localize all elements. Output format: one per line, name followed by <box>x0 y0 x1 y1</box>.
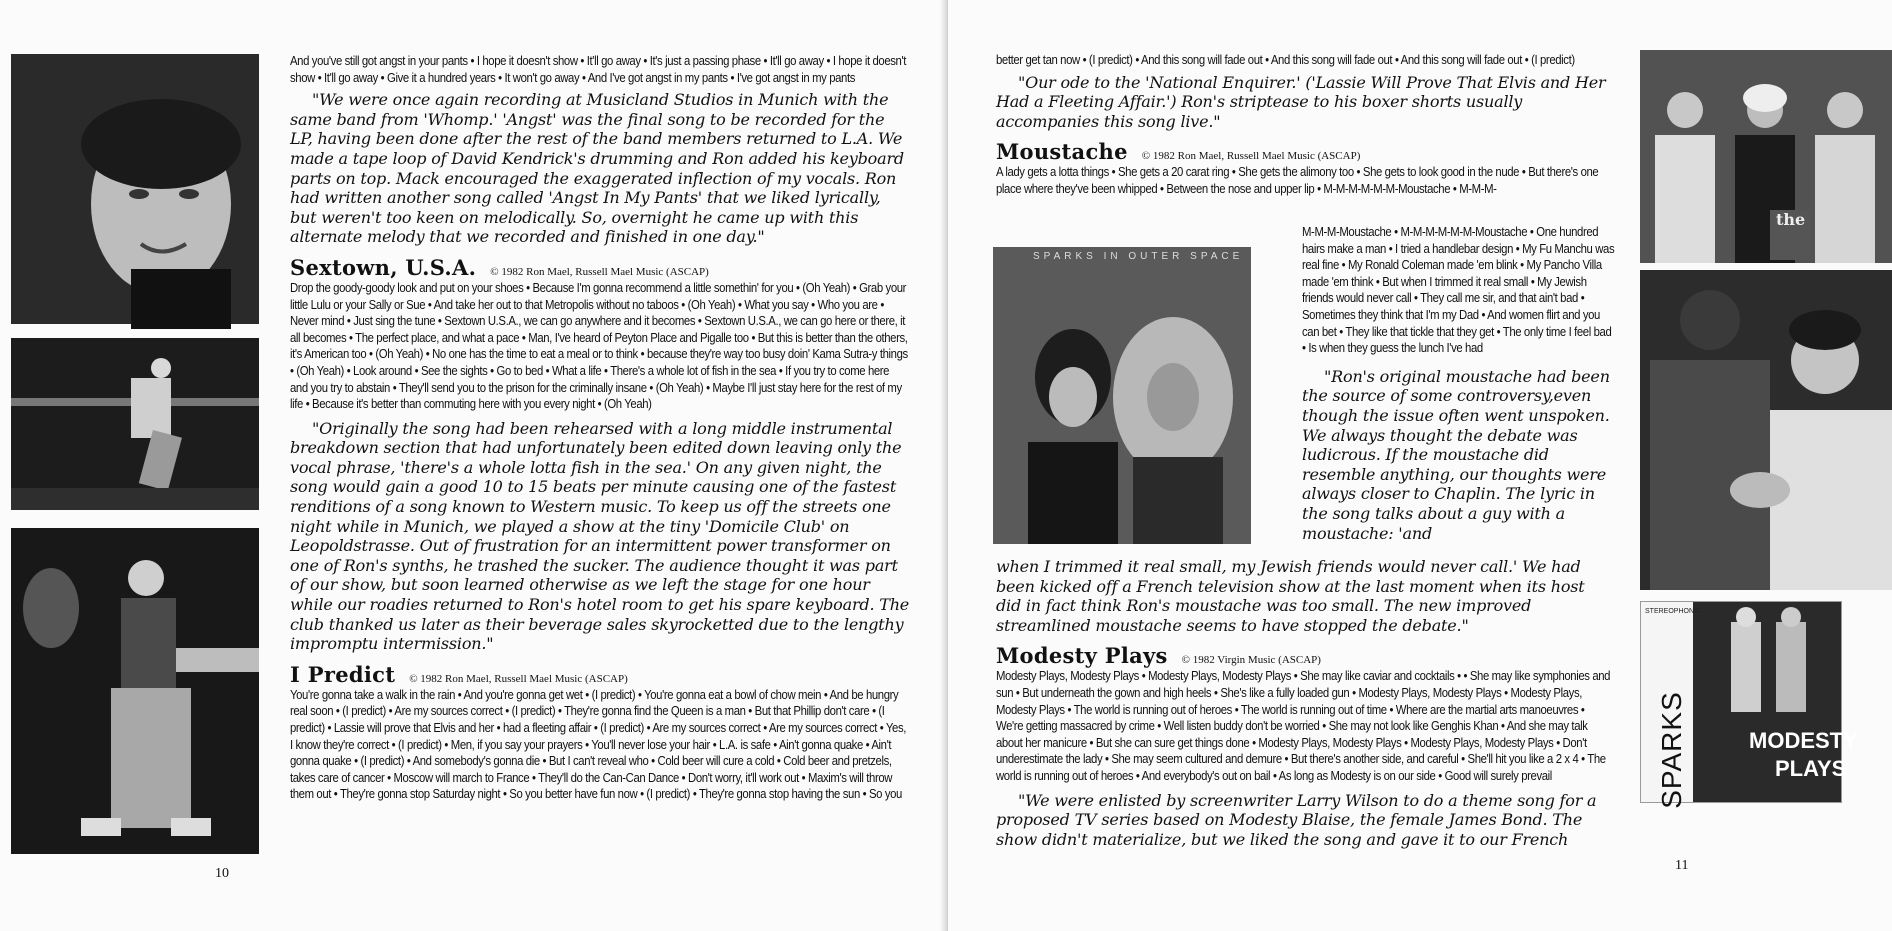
page-number-right: 11 <box>1675 858 1689 873</box>
moustache-heading <box>996 139 1614 164</box>
photo-russell-portrait <box>11 54 259 324</box>
modesty-title: Modesty Plays <box>996 643 1168 669</box>
left-text-column <box>290 53 910 803</box>
ipredict-title: I Predict <box>290 661 396 687</box>
moustache-title: Moustache <box>996 139 1128 165</box>
sextown-commentary: "Originally the song had been rehearsed with a long middle instrumental breakdown section that had unfortunately been edited down leaving only the vocal phrase, 'there's a whole lotta fish in the sea.' On any given night, the song would gain a good 10 to 15 beats per minute causing one of the fastest renditions of a song known to Western music. To keep us off the streets one night while in Munich, we played a show at the tiny 'Domicile Club' on Leopoldstrasse. Out of frustration for an intermittent power transformer on one of Ron's synths, he trashed the sucker. The audience thought it was part of our show, but soon learned otherwise as we left the stage for one hour while our roadies returned to Ron's hotel room to get his spare keyboard. The club thanked us later as their beverage sales skyrocketted due to the lengthy impromptu intermission." <box>290 418 910 654</box>
modesty-heading <box>996 643 1614 668</box>
moustache-commentary-full: when I trimmed it real small, my Jewish friends would never call.' We had been kicked off a French television show at the last moment when its host did in fact think Ron's moustache was too small. The new improved streamlined moustache seems to have stopped the debate." <box>996 557 1585 635</box>
moustache-side-column <box>1302 224 1618 543</box>
sleeve-caption: SPARKS IN OUTER SPACE <box>1033 251 1244 262</box>
photo-group-with-artist <box>1640 50 1892 263</box>
moustache-commentary-side: "Ron's original moustache had been the source of some controversy,even though the issue often went unspoken. We always thought the debate was ludicrous. If the moustache did resemble anything, our thoughts were always closer to Chaplin. The lyric in the song talks about a guy with a moustache: 'and <box>1302 366 1610 543</box>
sextown-copyright: © 1982 Ron Mael, Russell Mael Music (ASCAP) <box>490 265 709 278</box>
record-brand: SPARKS <box>1655 691 1687 809</box>
ipredict-commentary: "Our ode to the 'National Enquirer.' ('Lassie Will Prove That Elvis and Her Had a Fleeting Affair.') Ron's striptease to his boxer shorts usually accompanies this song live." <box>996 72 1606 131</box>
photo-russell-microphone <box>11 528 259 854</box>
ipredict-lyrics: You're gonna take a walk in the rain • And you're gonna get wet • (I predict) • You're gonna eat a bowl of chow mein • And be hungry real soon • (I predict) • Are my sources correct • (I predict) • They're gonna find the Queen is a man • But that Phillip don't care • (I predict) • Lassie will prove that Elvis and her • had a fleeting affair • (I predict) • Are my sources correct • Are my sources correct • Yes, I know they're correct • (I predict) • Men, if you say your prayers • You'll never lose your hair • L.A. is safe • Ain't gonna quake • Ain't gonna quake • (I predict) • And somebody's gonna die • But I can't reveal who • Cold beer will cure a cold • Cold beer and pretzels, takes care of cancer • Moscow will march to France • They'll do the Can-Can Dance • Don't worry, it'll work out • Maxim's will throw them out • They're gonna stop Saturday night • So you better have fun now • (I predict) • They're gonna stop having the sun • So you <box>290 686 907 802</box>
ipredict-heading <box>290 662 910 687</box>
record-title-2: PLAYS <box>1775 756 1847 781</box>
book-logo: the <box>1776 210 1806 229</box>
record-title-1: MODESTY <box>1749 728 1858 753</box>
right-page <box>948 0 1892 931</box>
modesty-lyrics: Modesty Plays, Modesty Plays • Modesty Plays, Modesty Plays • She may like caviar and cocktails • • She may like symphonies and sun • But underneath the gown and high heels • She's like a fully loaded gun • Modesty Plays, Modesty Plays • Modesty Plays, Modesty Plays • The world is running out of heroes • The world is running out of time • Where are the martial arts manoeuvres • We're getting massacred by crime • Well listen buddy don't be worried • She may not look like Genghis Khan • And she may talk about her manicure • But she can sure get things done • Modesty Plays, Modesty Plays • Modesty Plays, Modesty Plays • Don't underestimate the lady • She may seem cultured and demure • But there's another side, and careful • She'll hit you like a 2 x 4 • The world is running out of heroes • And everybody's out on bail • As long as Modesty is on our side • Good will surely prevail <box>996 668 1611 783</box>
modesty-copyright: © 1982 Virgin Music (ASCAP) <box>1181 654 1321 667</box>
record-label: STEREOPHONIC <box>1645 608 1702 615</box>
ipredict-lyrics-cont: better get tan now • (I predict) • And this song will fade out • And this song will fade out • And this song will fade out • (I predict) <box>996 52 1575 67</box>
modesty-commentary: "We were enlisted by screenwriter Larry Wilson to do a theme song for a proposed TV series based on Modesty Blaise, the female James Bond. The show didn't materialize, but we liked the song and gave it to our French <box>996 790 1597 849</box>
photo-stage-dancer <box>11 338 259 510</box>
photo-modesty-plays-cover <box>1640 601 1858 809</box>
angst-commentary: "We were once again recording at Musicland Studios in Munich with the same band from 'Whomp.' 'Angst' was the final song to be recorded for the LP, having been done after the rest of the band members returned to L.A. We made a tape loop of David Kendrick's drumming and Ron added his keyboard parts on top. Mack encouraged the exaggerated inflection of my vocals. Ron had written another song called 'Angst In My Pants' that we liked lyrically, but weren't too keen on melodically. So, overnight he came up with this alternate melody that we recorded and finished in one day." <box>290 90 904 247</box>
right-text-top <box>996 52 1614 198</box>
photo-handshake <box>1640 270 1892 590</box>
ipredict-copyright: © 1982 Ron Mael, Russell Mael Music (ASCAP) <box>409 672 628 685</box>
page-number-left: 10 <box>215 866 229 881</box>
sextown-title: Sextown, U.S.A. <box>290 254 477 280</box>
sextown-lyrics: Drop the goody-goody look and put on your shoes • Because I'm gonna recommend a little somethin' for you • (Oh Yeah) • Grab your little Lulu or your Sally or Sue • And take her out to that Metropolis without no taboos • (Oh Yeah) • What you say • Who you are • Never mind • Just sing the tune • Sextown U.S.A., we can go anywhere and it becomes • Sextown U.S.A., we can go here or there, it all becomes • The perfect place, and what a pace • Man, I've heard of Peyton Place and Pigalle too • But this is better than the others, it's American too • (Oh Yeah) • No one has the time to eat a meal or to think • because they're way too busy doin' Kama Sutra-y things • (Oh Yeah) • Look around • See the sights • Go to bed • What a life • There's a whole lot of fish in the sea • If you try to come here and you try to abstain • They'll send you to the prison for the criminally insane • (Oh Yeah) • Maybe I'll just stay here for the rest of my life • Because it's better than commuting here with you every night • (Oh Yeah) <box>290 279 908 412</box>
photo-sparks-in-outer-space-cover <box>993 247 1251 544</box>
moustache-copyright: © 1982 Ron Mael, Russell Mael Music (ASCAP) <box>1141 150 1361 163</box>
moustache-lyrics-top: A lady gets a lotta things • She gets a 20 carat ring • She gets the alimony too • She gets to look good in the nude • But there's one place where they've been whipped • Between the nose and upper lip • M-M-M-M-M-M-Moustache • M-M-M- <box>996 164 1599 196</box>
moustache-lyrics-side: M-M-M-Moustache • M-M-M-M-M-M-Moustache • One hundred hairs make a man • I tried a handlebar design • My Fu Manchu was real fine • My Ronald Coleman made 'em blink • My Pancho Villa made 'em think • But when I trimmed it real small • My Jewish friends would never call • They call me sir, and that ain't bad • Sometimes they think that I'm my Dad • And women flirt and you can bet • They like that tickle that they get • The only time I feel bad • Is when they guess the lunch I've had <box>1302 224 1615 356</box>
sextown-heading <box>290 255 910 280</box>
right-text-bottom <box>996 557 1614 849</box>
angst-lyrics: And you've still got angst in your pants • I hope it doesn't show • It'll go away • It's just a passing phase • It'll go away • I hope it doesn't show • It'll go away • Give it a hundred years • It won't go away • And I've got angst in my pants • I've got angst in my pants <box>290 53 907 85</box>
